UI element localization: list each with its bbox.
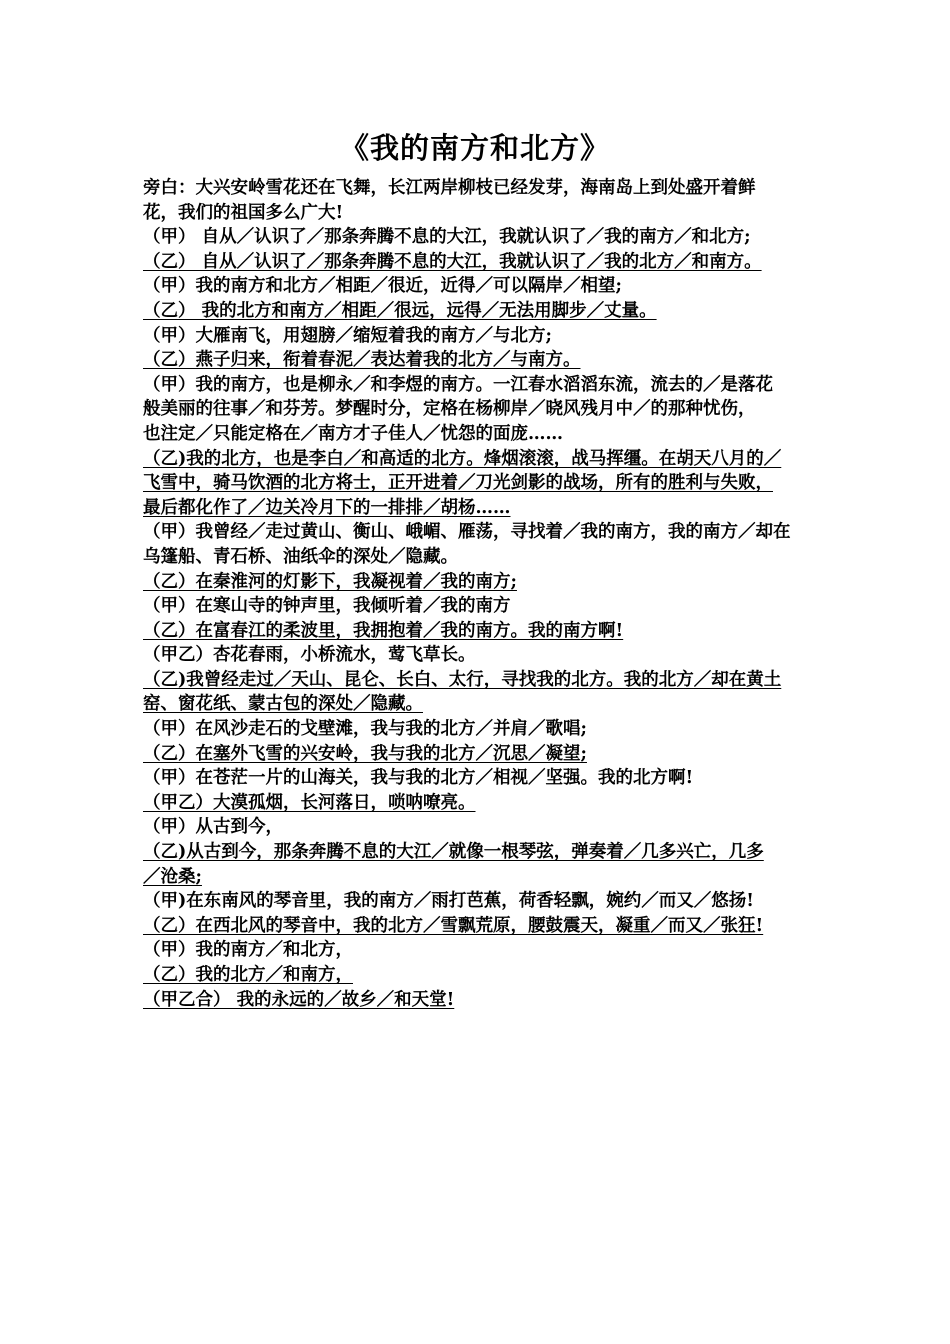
script-line: （乙）燕子归来，衔着春泥／表达着我的北方／与南方。	[143, 350, 581, 371]
script-line: （甲)在东南风的琴音里，我的南方／雨打芭蕉，荷香轻飘，婉约／而又／悠扬!	[143, 891, 754, 912]
script-line: ／沧桑;	[143, 866, 202, 887]
script-line: （乙）我的北方／和南方，	[143, 965, 353, 985]
script-line: 花，我们的祖国多么广大!	[143, 202, 344, 223]
script-line: 窑、窗花纸、蒙古包的深处／隐藏。	[143, 694, 423, 715]
script-line: （乙)我的北方，也是李白／和高适的北方。烽烟滚滚，战马挥缰。在胡天八月的／	[143, 448, 782, 469]
script-line: （乙)我曾经走过／天山、昆仑、长白、太行，寻找我的北方。我的北方／却在黄土	[143, 669, 782, 690]
script-body	[143, 176, 813, 1012]
script-line: （乙）在塞外飞雪的兴安岭，我与我的北方／沉思／凝望;	[143, 743, 587, 764]
script-line: （乙)从古到今，那条奔腾不息的大江／就像一根琴弦，弹奏着／几多兴亡，几多	[143, 842, 764, 863]
script-line: （甲）我曾经／走过黄山、衡山、峨嵋、雁荡，寻找着／我的南方，我的南方／却在	[143, 522, 791, 543]
script-line: 也注定／只能定格在／南方才子佳人／忧怨的面庞……	[143, 423, 563, 444]
script-line: （乙） 自从／认识了／那条奔腾不息的大江，我就认识了／我的北方／和南方。	[143, 251, 762, 272]
script-line: （甲） 自从／认识了／那条奔腾不息的大江，我就认识了／我的南方／和北方;	[143, 227, 751, 248]
script-line: （甲乙合） 我的永远的／故乡／和天堂!	[143, 989, 455, 1010]
script-line: （乙）在富春江的柔波里，我拥抱着／我的南方。我的南方啊!	[143, 620, 624, 641]
script-line: （甲）我的南方，也是柳永／和李煜的南方。一江春水滔滔东流，流去的／是落花	[143, 374, 773, 395]
script-line: （乙）在西北风的琴音中，我的北方／雪飘荒原，腰鼓震天，凝重／而又／张狂!	[143, 915, 764, 936]
script-line: 乌篷船、青石桥、油纸伞的深处／隐藏。	[143, 546, 458, 567]
script-line: （甲）大雁南飞，用翅膀／缩短着我的南方／与北方;	[143, 325, 552, 346]
script-line: 飞雪中，骑马饮酒的北方将士，正开进着／刀光剑影的战场，所有的胜利与失败，	[143, 473, 773, 494]
script-line: （甲）我的南方和北方／相距／很近，近得／可以隔岸／相望;	[143, 276, 622, 297]
script-line: （甲）在寒山寺的钟声里，我倾听着／我的南方	[143, 596, 511, 617]
script-line: （乙）在秦淮河的灯影下，我凝视着／我的南方;	[143, 571, 517, 592]
document-title: 《我的南方和北方》	[339, 131, 610, 165]
script-line: 旁白：大兴安岭雪花还在飞舞，长江两岸柳枝已经发芽，海南岛上到处盛开着鲜	[143, 178, 756, 198]
script-line: （甲）从古到今，	[143, 817, 283, 838]
script-line: （甲）在风沙走石的戈壁滩，我与我的北方／并肩／歌唱;	[143, 719, 587, 740]
script-line: （甲）在苍茫一片的山海关，我与我的北方／相视／坚强。我的北方啊!	[143, 768, 694, 789]
script-line: （甲）我的南方／和北方，	[143, 940, 353, 961]
script-line: （甲乙）大漠孤烟，长河落日，唢呐嘹亮。	[143, 792, 476, 813]
script-line: （甲乙）杏花春雨，小桥流水，莺飞草长。	[143, 645, 476, 666]
script-line: （乙） 我的北方和南方／相距／很远，远得／无法用脚步／丈量。	[143, 300, 657, 321]
script-line: 般美丽的往事／和芬芳。梦醒时分，定格在杨柳岸／晓风残月中／的那种忧伤，	[143, 399, 756, 420]
script-line: 最后都化作了／边关冷月下的一排排／胡杨……	[143, 497, 511, 518]
